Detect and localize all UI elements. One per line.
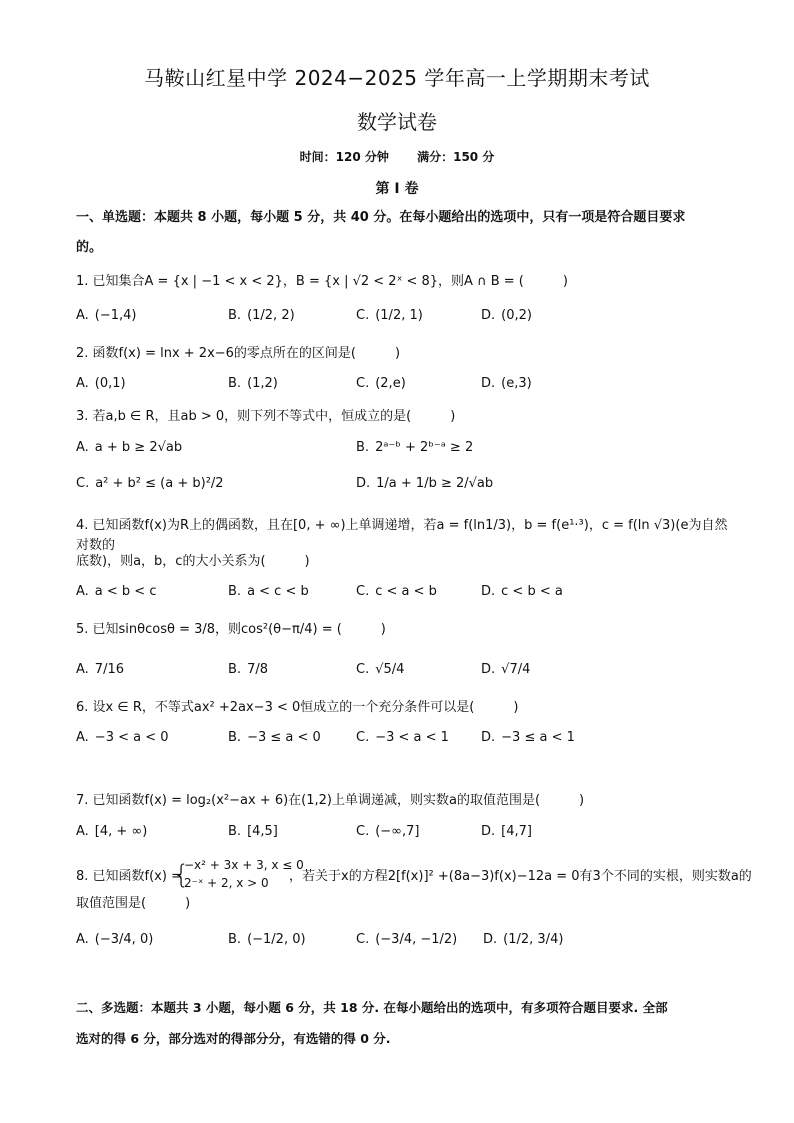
- option-d: D. c < b < a: [481, 584, 563, 599]
- exam-meta: [0, 148, 794, 165]
- option-a: A. −3 < a < 0: [76, 730, 169, 745]
- option-c: C. (−∞,7]: [356, 824, 420, 839]
- exam-score: 满分：150 分: [417, 150, 495, 164]
- exam-subject: 数学试卷: [357, 110, 437, 134]
- question-2-stem: 2. 函数f(x) = lnx + 2x−6的零点所在的区间是( ): [76, 346, 401, 361]
- section1-line1: 一、单选题：本题共 8 小题，每小题 5 分，共 40 分。在每小题给出的选项中，只有一项是符合题目要求: [76, 210, 686, 225]
- option-d: D. (1/2, 3/4): [483, 932, 564, 947]
- option-c: C. (−3/4, −1/2): [356, 932, 458, 947]
- option-d: D. (0,2): [481, 308, 532, 323]
- option-c: C. √5/4: [356, 662, 405, 677]
- option-a: A. (0,1): [76, 376, 126, 391]
- question-7-options: [76, 824, 736, 844]
- question-6-stem: 6. 设x ∈ R，不等式ax² +2ax−3 < 0恒成立的一个充分条件可以是( ): [76, 700, 519, 715]
- option-b: B. (−1/2, 0): [228, 932, 306, 947]
- option-d: D. (e,3): [481, 376, 532, 391]
- piecewise-brace: {: [173, 860, 190, 890]
- exam-time: 时间：120 分钟: [299, 150, 389, 164]
- option-a: A. [4, + ∞): [76, 824, 148, 839]
- question-1-options: [76, 308, 736, 328]
- question-3-options-row1: [76, 440, 736, 460]
- section1-line2: 的。: [76, 240, 103, 255]
- question-4-options: [76, 584, 736, 604]
- option-d: D. 1/a + 1/b ≥ 2/√ab: [356, 476, 494, 491]
- option-a: A. a + b ≥ 2√ab: [76, 440, 183, 455]
- option-b: B. 2ᵃ⁻ᵇ + 2ᵇ⁻ᵃ ≥ 2: [356, 440, 474, 455]
- question-8-stem: 8. 已知函数f(x) = { −x² + 3x + 3, x ≤ 0 2⁻ˣ + 2, x > 0 ，若关于x的方程2[f(x)]² +(8a−3)f(x)−12a = 0有3个不同的实根，则实数a的: [76, 858, 752, 890]
- option-a: A. (−1,4): [76, 308, 137, 323]
- question-4-stem: 4. 已知函数f(x)为R上的偶函数，且在[0, + ∞)上单调递增，若a = f(ln1/3)，b = f(e¹·³)，c = f(ln √3)(e为自然对数的: [76, 518, 728, 553]
- section2-line2: 选对的得 6 分，部分选对的得部分分，有选错的得 0 分.: [76, 1031, 391, 1046]
- option-c: C. a² + b² ≤ (a + b)²/2: [76, 476, 224, 491]
- option-c: C. (1/2, 1): [356, 308, 423, 323]
- option-c: C. −3 < a < 1: [356, 730, 449, 745]
- question-6-options: [76, 730, 736, 750]
- option-c: C. c < a < b: [356, 584, 437, 599]
- option-b: B. 7/8: [228, 662, 268, 677]
- question-5-stem: 5. 已知sinθcosθ = 3/8，则cos²(θ−π/4) = ( ): [76, 622, 386, 637]
- question-8-stem-line2: 取值范围是( ): [76, 896, 191, 911]
- question-5-options: [76, 662, 736, 682]
- option-c: C. (2,e): [356, 376, 406, 391]
- option-d: D. [4,7]: [481, 824, 532, 839]
- question-4-stem-line2: 底数)，则a，b，c的大小关系为( ): [76, 554, 310, 569]
- option-d: D. −3 ≤ a < 1: [481, 730, 575, 745]
- option-b: B. (1/2, 2): [228, 308, 295, 323]
- question-1-stem: 1. 已知集合A = {x | −1 < x < 2}，B = {x | √2 < 2ˣ < 8}，则A ∩ B = ( ): [76, 274, 568, 289]
- option-b: B. [4,5]: [228, 824, 278, 839]
- option-b: B. a < c < b: [228, 584, 309, 599]
- section2-line1: 二、多选题：本题共 3 小题，每小题 6 分，共 18 分. 在每小题给出的选项中，有多项符合题目要求. 全部: [76, 1000, 668, 1015]
- option-a: A. (−3/4, 0): [76, 932, 154, 947]
- option-b: B. (1,2): [228, 376, 278, 391]
- question-7-stem: 7. 已知函数f(x) = log₂(x²−ax + 6)在(1,2)上单调递减，则实数a的取值范围是( ): [76, 793, 585, 808]
- option-b: B. −3 ≤ a < 0: [228, 730, 321, 745]
- option-a: A. 7/16: [76, 662, 124, 677]
- question-8-options: [76, 932, 736, 952]
- part-heading: 第 I 卷: [375, 181, 419, 197]
- exam-title: 马鞍山红星中学 2024−2025 学年高一上学期期末考试: [144, 66, 650, 90]
- option-d: D. √7/4: [481, 662, 531, 677]
- question-2-options: [76, 376, 736, 396]
- question-3-stem: 3. 若a,b ∈ R，且ab > 0，则下列不等式中，恒成立的是( ): [76, 409, 456, 424]
- option-a: A. a < b < c: [76, 584, 157, 599]
- question-3-options-row2: [76, 476, 736, 496]
